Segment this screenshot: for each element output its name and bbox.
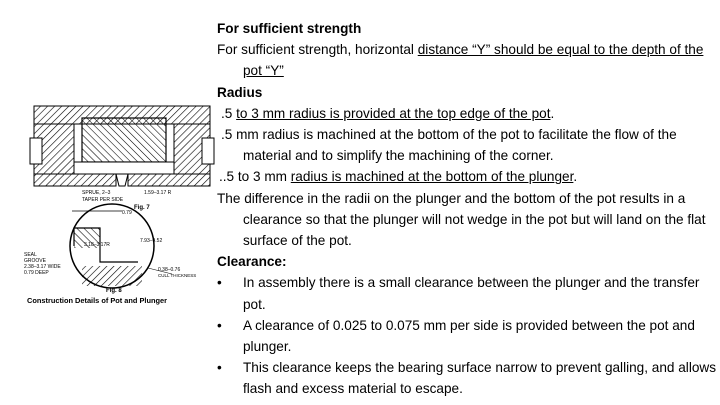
construction-figure bbox=[22, 96, 222, 310]
sprue-label: SPRUE, 2–3 bbox=[82, 190, 111, 196]
paragraph-radius-1 bbox=[217, 103, 717, 124]
dim-b-label: 0.79 bbox=[122, 210, 132, 216]
cull-label: CULL THICKNESS bbox=[158, 273, 197, 278]
bullet-icon: • bbox=[217, 275, 222, 291]
fig8-label: Fig. 8 bbox=[106, 288, 122, 294]
deep-label: 0.79 DEEP bbox=[24, 270, 49, 276]
groove-dim-label: 2.38–3.17 WIDE bbox=[24, 264, 61, 270]
bullet-item bbox=[217, 315, 717, 357]
paragraph-strength bbox=[217, 39, 717, 81]
bullet-text: This clearance keeps the bearing surface narrow to prevent galling, and allows flash and excess material to escape. bbox=[243, 360, 717, 397]
radius-3-underlined: radius is machined at the bottom of the plunger bbox=[290, 169, 574, 185]
heading-clearance: Clearance: bbox=[217, 254, 287, 270]
radius-1-underlined: to 3 mm radius is provided at the top edge of the pot bbox=[236, 105, 551, 121]
fig7-drawing bbox=[30, 106, 214, 186]
groove-label: GROOVE bbox=[24, 258, 46, 264]
radius-1-suffix: . bbox=[550, 105, 555, 121]
bullet-icon: • bbox=[217, 317, 222, 333]
paragraph-radius-3 bbox=[217, 166, 717, 187]
bullet-item bbox=[217, 357, 717, 399]
heading-radius: Radius bbox=[217, 84, 263, 100]
taper-label: TAPER PER SIDE bbox=[82, 197, 124, 203]
heading-sufficient-strength: For sufficient strength bbox=[217, 21, 362, 36]
radius-3-suffix: . bbox=[573, 169, 578, 185]
dim-d-label: 7.93–9.52 bbox=[140, 238, 163, 244]
paragraph-radius-2: .5 mm radius is machined at the bottom of the pot to facilitate the flow of the material and to simplify the machining of the corner. bbox=[221, 127, 677, 164]
paragraph-difference: The difference in the radii on the plunger and the bottom of the pot results in a clearance so that the plunger will not wedge in the pot but will land on the flat surface of the pot. bbox=[217, 190, 706, 249]
bullet-text: A clearance of 0.025 to 0.075 mm per side is provided between the pot and plunger. bbox=[243, 317, 695, 355]
seal-label: SEAL bbox=[24, 252, 37, 258]
document-text bbox=[217, 18, 717, 400]
dim-a-label: 1.59–3.17 R bbox=[144, 190, 172, 196]
bullet-text: In assembly there is a small clearance between the plunger and the transfer pot. bbox=[243, 275, 700, 312]
radius-1-prefix: .5 bbox=[221, 105, 237, 121]
strength-prefix: For sufficient strength, horizontal bbox=[217, 42, 418, 58]
strength-underlined: distance “Y” should be equal to the depth of the pot “Y” bbox=[243, 42, 704, 79]
radius-3-prefix: ..5 to 3 mm bbox=[219, 169, 291, 185]
figure-caption: Construction Details of Pot and Plunger bbox=[27, 296, 168, 305]
bullet-item bbox=[217, 272, 717, 314]
dim-e-label: 0.38–0.76 bbox=[158, 267, 181, 273]
dim-c-label: 3.18–3.17R bbox=[84, 242, 110, 248]
bullet-icon: • bbox=[217, 360, 222, 376]
fig7-label: Fig. 7 bbox=[134, 205, 150, 211]
